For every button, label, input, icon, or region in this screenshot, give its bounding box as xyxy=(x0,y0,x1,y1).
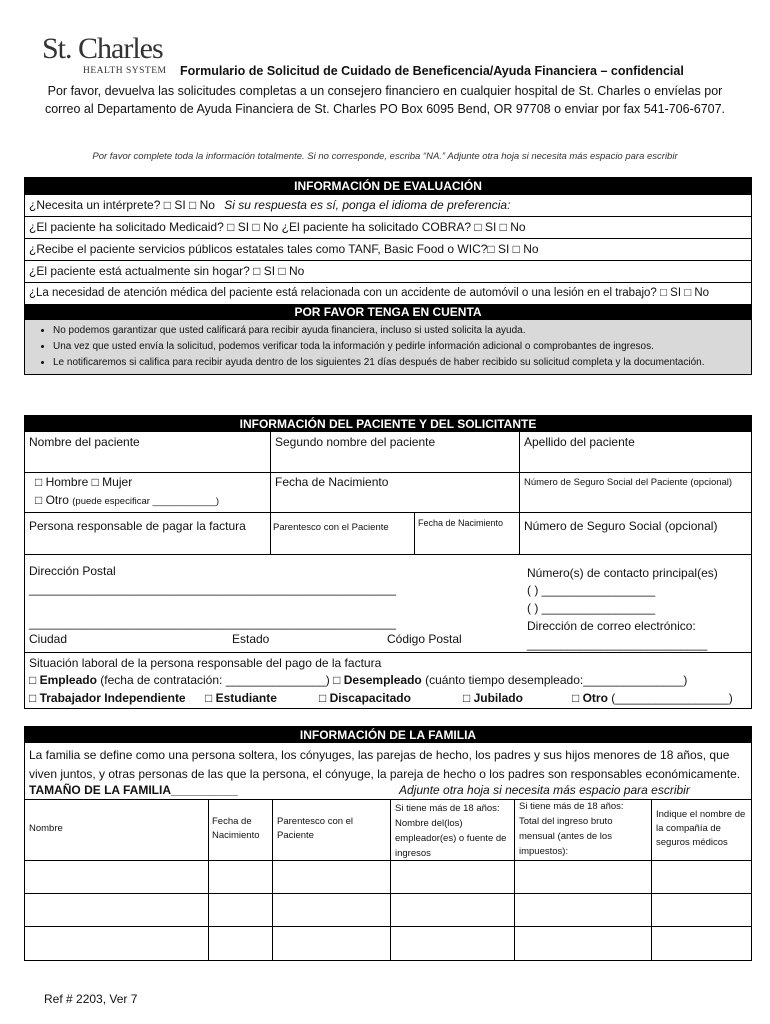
column-income: Si tiene más de 18 años: Total del ingreso bruto mensual (antes de los impuestos): xyxy=(519,801,624,857)
public-services-question[interactable]: ¿Recibe el paciente servicios públicos estatales tales como TANF, Basic Food o WIC?□ SI □ No xyxy=(25,238,751,260)
retired-option[interactable]: □ Jubilado xyxy=(463,691,523,705)
st-charles-logo xyxy=(40,34,170,82)
email-label: Dirección de correo electrónico: xyxy=(527,619,696,633)
interpreter-hint: Si su respuesta es sí, ponga el idioma de preferencia: xyxy=(224,198,511,212)
gender-other-label: □ Otro xyxy=(35,493,69,507)
family-section xyxy=(24,726,752,800)
phone-field-1[interactable]: ( ) _________________ xyxy=(527,583,656,597)
other-status-line: (_________________) xyxy=(611,691,733,705)
self-employed-option[interactable]: □ Trabajador Independiente xyxy=(29,691,186,705)
responsible-dob-field[interactable]: Fecha de Nacimiento xyxy=(418,518,504,528)
family-size-field[interactable]: TAMAÑO DE LA FAMILIA__________ xyxy=(29,783,238,797)
homeless-question[interactable]: ¿El paciente está actualmente sin hogar? □ SI □ No xyxy=(25,260,751,282)
column-name: Nombre xyxy=(29,823,63,834)
contact-numbers-label: Número(s) de contacto principal(es) xyxy=(527,566,718,580)
patient-first-name-field[interactable]: Nombre del paciente xyxy=(29,435,140,449)
interpreter-question-text: ¿Necesita un intérprete? □ SI □ No xyxy=(29,198,215,212)
interpreter-question[interactable] xyxy=(25,194,751,216)
other-status-option: □ Otro xyxy=(572,691,608,705)
form-title: Formulario de Solicitud de Cuidado de Beneficencia/Ayuda Financiera – confidencial xyxy=(180,64,684,78)
city-field[interactable]: Ciudad xyxy=(29,632,68,646)
notice-header: POR FAVOR TENGA EN CUENTA xyxy=(25,304,751,320)
employed-date: (fecha de contratación: _______________) xyxy=(100,673,330,687)
employment-line-1[interactable] xyxy=(29,673,687,688)
logo-subtitle: HEALTH SYSTEM xyxy=(83,66,167,76)
gender-other-specify: (puede especificar ____________) xyxy=(72,496,220,507)
column-dob: Fecha de Nacimiento xyxy=(212,816,260,841)
address-line-2[interactable]: _______________________________________________________ xyxy=(29,616,397,630)
phone-field-2[interactable]: ( ) _________________ xyxy=(527,601,656,615)
notice-item: • No podemos garantizar que usted calificará para recibir ayuda financiera, incluso si usted solicita la ayuda. xyxy=(53,323,743,339)
patient-section xyxy=(24,415,752,709)
notice-list xyxy=(25,320,751,374)
patient-header: INFORMACIÓN DEL PACIENTE Y DEL SOLICITANTE xyxy=(25,416,751,432)
gender-other[interactable] xyxy=(35,493,219,509)
family-definition: La familia se define como una persona soltera, los cónyuges, las parejas de hecho, los padres y sus hijos menores de 18 años, que viven juntos, y otras personas de las que la persona, el cónyuge, la pareja de hecho o los padres son responsables económicamente. xyxy=(29,748,741,781)
patient-dob-field[interactable]: Fecha de Nacimiento xyxy=(275,475,389,489)
column-insurance: Indique el nombre de la compañía de seguros médicos xyxy=(656,809,746,848)
employment-status-label: Situación laboral de la persona responsable del pago de la factura xyxy=(29,656,382,670)
gender-options[interactable]: □ Hombre □ Mujer xyxy=(35,475,133,489)
relationship-field[interactable]: Parentesco con el Paciente xyxy=(273,522,389,533)
patient-last-name-field[interactable]: Apellido del paciente xyxy=(524,435,635,449)
responsible-person-field[interactable]: Persona responsable de pagar la factura xyxy=(29,519,246,533)
postal-address-label: Dirección Postal xyxy=(29,564,116,578)
responsible-ssn-field[interactable]: Número de Seguro Social (opcional) xyxy=(524,519,718,533)
evaluation-section xyxy=(24,177,752,375)
form-reference: Ref # 2203, Ver 7 xyxy=(44,992,138,1006)
unemployed-option[interactable]: □ Desempleado xyxy=(333,673,422,687)
evaluation-header: INFORMACIÓN DE EVALUACIÓN xyxy=(25,178,751,194)
unemployed-time: (cuánto tiempo desempleado:_______________) xyxy=(425,673,688,687)
family-table xyxy=(24,799,752,961)
logo-name: St. Charles xyxy=(42,32,163,65)
disabled-option[interactable]: □ Discapacitado xyxy=(319,691,411,705)
patient-middle-name-field[interactable]: Segundo nombre del paciente xyxy=(275,435,436,449)
email-field[interactable]: ___________________________ xyxy=(527,637,708,651)
notice-item: • Una vez que usted envía la solicitud, podemos verificar toda la información y pedirle información adicional o comprobantes de ingresos. xyxy=(53,339,743,355)
student-option[interactable]: □ Estudiante xyxy=(205,691,277,705)
address-line-1[interactable]: _______________________________________________________ xyxy=(29,582,397,596)
employed-option[interactable]: □ Empleado xyxy=(29,673,97,687)
accident-question[interactable]: ¿La necesidad de atención médica del paciente está relacionada con un accidente de automóvil o una lesión en el trabajo? □ SI □ No xyxy=(25,282,751,304)
column-employer: Si tiene más de 18 años: Nombre del(los) empleador(es) o fuente de ingresos xyxy=(395,803,507,859)
zip-field[interactable]: Código Postal xyxy=(387,632,462,646)
state-field[interactable]: Estado xyxy=(232,632,270,646)
other-status[interactable] xyxy=(572,691,733,706)
intro-text: Por favor, devuelva las solicitudes completas a un consejero financiero en cualquier hospital de St. Charles o envíelas por correo al Departamento de Ayuda Financiera de St. Charles PO Box 6095 Bend, OR 97708 o enviar por fax 541-706-6707. xyxy=(44,84,726,116)
patient-ssn-field[interactable]: Número de Seguro Social del Paciente (opcional) xyxy=(524,477,733,488)
column-relationship: Parentesco con el Paciente xyxy=(277,816,354,841)
family-header: INFORMACIÓN DE LA FAMILIA xyxy=(25,727,751,743)
instructions-note: Por favor complete toda la información totalmente. Si no corresponde, escriba “NA.” Adjunte otra hoja si necesita más espacio para escribir xyxy=(92,151,678,162)
family-attach-note: Adjunte otra hoja si necesita más espacio para escribir xyxy=(399,783,690,797)
medicaid-cobra-question[interactable]: ¿El paciente ha solicitado Medicaid? □ SI □ No ¿El paciente ha solicitado COBRA? □ SI □ No xyxy=(25,216,751,238)
notice-item: • Le notificaremos si califica para recibir ayuda dentro de los siguientes 21 días después de haber recibido su solicitud completa y la documentación. xyxy=(53,355,743,371)
